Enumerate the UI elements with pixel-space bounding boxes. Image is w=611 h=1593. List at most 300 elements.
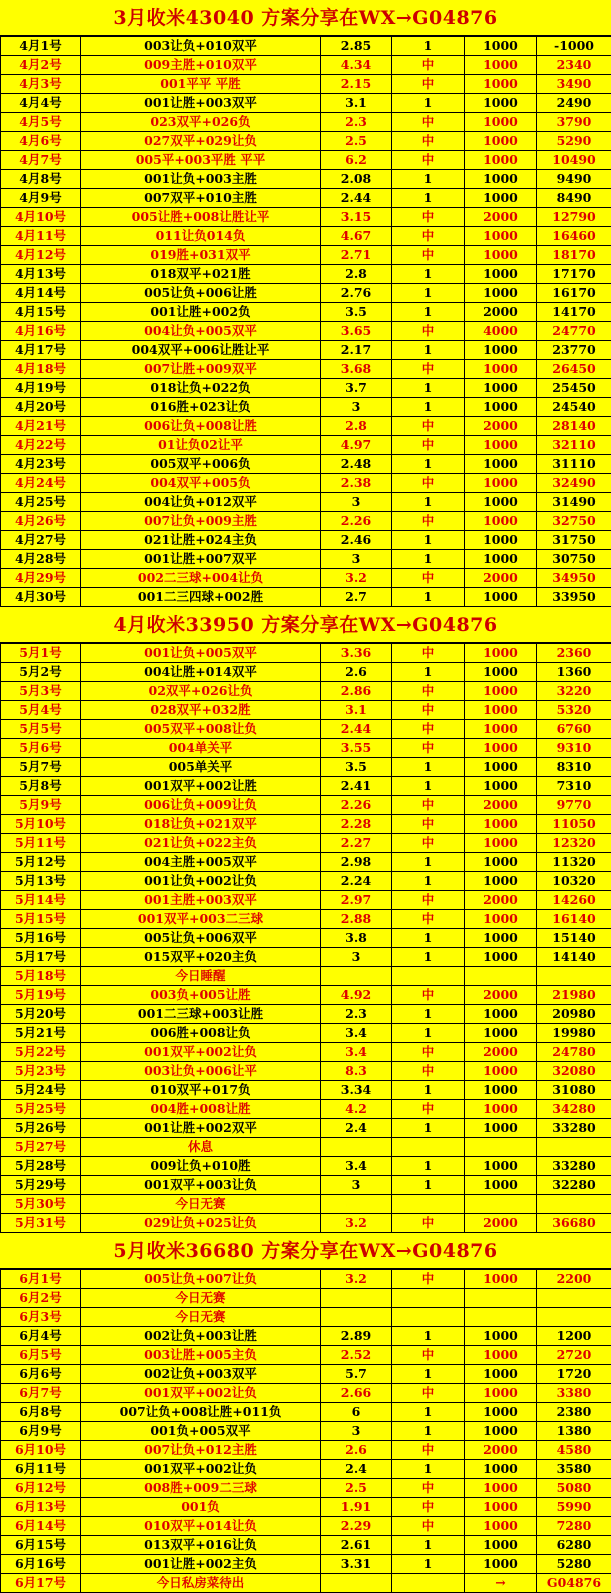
pick-cell: 004胜+008让胜 (81, 1100, 321, 1119)
date-cell: 4月22号 (1, 436, 81, 455)
total-cell: 28140 (537, 417, 611, 436)
pick-cell: 休息 (81, 1138, 321, 1157)
odds-cell: 3.1 (321, 94, 392, 113)
total-cell: 2380 (537, 1403, 611, 1422)
table-row (1, 720, 611, 739)
total-cell: 2490 (537, 94, 611, 113)
stake-cell: 1000 (465, 777, 537, 796)
total-cell: 31080 (537, 1081, 611, 1100)
table-row (1, 853, 611, 872)
table-row (1, 644, 611, 663)
pick-cell: 001让负+003主胜 (81, 170, 321, 189)
result-cell: 中 (392, 796, 465, 815)
pick-cell: 001让胜+002双平 (81, 1119, 321, 1138)
result-cell: 中 (392, 75, 465, 94)
date-cell: 5月27号 (1, 1138, 81, 1157)
table-row (1, 1043, 611, 1062)
table-row (1, 701, 611, 720)
pick-cell: 004主胜+005双平 (81, 853, 321, 872)
stake-cell: 1000 (465, 758, 537, 777)
odds-cell: 3.68 (321, 360, 392, 379)
stake-cell: 1000 (465, 853, 537, 872)
odds-cell: 3.4 (321, 1043, 392, 1062)
table-row (1, 322, 611, 341)
result-cell: 中 (392, 512, 465, 531)
stake-cell: 1000 (465, 37, 537, 56)
pick-cell: 002让负+003双平 (81, 1365, 321, 1384)
date-cell: 4月12号 (1, 246, 81, 265)
result-cell: 1 (392, 853, 465, 872)
result-cell: 1 (392, 1365, 465, 1384)
odds-cell: 3 (321, 398, 392, 417)
table-row (1, 929, 611, 948)
stake-cell: 1000 (465, 1555, 537, 1574)
pick-cell: 004双平+006让胜让平 (81, 341, 321, 360)
date-cell: 5月1号 (1, 644, 81, 663)
odds-cell: 2.3 (321, 113, 392, 132)
date-cell: 6月16号 (1, 1555, 81, 1574)
total-cell: -1000 (537, 37, 611, 56)
stake-cell: 1000 (465, 1062, 537, 1081)
table-row (1, 1100, 611, 1119)
result-cell: 中 (392, 834, 465, 853)
stake-cell (465, 1289, 537, 1308)
date-cell: 4月21号 (1, 417, 81, 436)
date-cell: 5月2号 (1, 663, 81, 682)
odds-cell: 4.34 (321, 56, 392, 75)
table-row (1, 739, 611, 758)
total-cell: 10490 (537, 151, 611, 170)
date-cell: 4月11号 (1, 227, 81, 246)
total-cell: 6760 (537, 720, 611, 739)
stake-cell: 1000 (465, 720, 537, 739)
total-cell: 33950 (537, 588, 611, 607)
result-cell: 中 (392, 246, 465, 265)
date-cell: 5月25号 (1, 1100, 81, 1119)
stake-cell: 1000 (465, 94, 537, 113)
stake-cell: 1000 (465, 815, 537, 834)
stake-cell: 1000 (465, 682, 537, 701)
result-cell: 中 (392, 208, 465, 227)
date-cell: 6月10号 (1, 1441, 81, 1460)
result-cell: 中 (392, 1100, 465, 1119)
total-cell: 3220 (537, 682, 611, 701)
table-row (1, 1157, 611, 1176)
date-cell: 4月18号 (1, 360, 81, 379)
pick-cell: 001让胜+007双平 (81, 550, 321, 569)
stake-cell: 1000 (465, 265, 537, 284)
odds-cell: 3.31 (321, 1555, 392, 1574)
pick-cell: 009让负+010胜 (81, 1157, 321, 1176)
total-cell: 24780 (537, 1043, 611, 1062)
odds-cell: 2.4 (321, 1460, 392, 1479)
pick-cell: 011让负014负 (81, 227, 321, 246)
total-cell: 21980 (537, 986, 611, 1005)
stake-cell: 2000 (465, 1214, 537, 1233)
total-cell: 1360 (537, 663, 611, 682)
date-cell: 4月26号 (1, 512, 81, 531)
result-cell: 1 (392, 1005, 465, 1024)
stake-cell: 1000 (465, 113, 537, 132)
total-cell (537, 1138, 611, 1157)
table-row (1, 1517, 611, 1536)
table-row (1, 113, 611, 132)
table-row (1, 1195, 611, 1214)
date-cell: 6月1号 (1, 1270, 81, 1289)
table-row (1, 474, 611, 493)
table-row (1, 891, 611, 910)
odds-cell: 2.4 (321, 1119, 392, 1138)
pick-cell: 007让胜+009双平 (81, 360, 321, 379)
date-cell: 4月9号 (1, 189, 81, 208)
result-cell: 中 (392, 1043, 465, 1062)
result-cell: 中 (392, 1517, 465, 1536)
date-cell: 4月5号 (1, 113, 81, 132)
odds-cell (321, 967, 392, 986)
total-cell: 32750 (537, 512, 611, 531)
odds-cell: 2.29 (321, 1517, 392, 1536)
stake-cell: 1000 (465, 455, 537, 474)
pick-cell: 006让负+008让胜 (81, 417, 321, 436)
stake-cell: 2000 (465, 796, 537, 815)
total-cell: 15140 (537, 929, 611, 948)
pick-cell: 001双平+002让胜 (81, 777, 321, 796)
result-cell: 1 (392, 284, 465, 303)
result-cell: 中 (392, 1062, 465, 1081)
total-cell (537, 1195, 611, 1214)
stake-cell: 2000 (465, 303, 537, 322)
total-cell: 31490 (537, 493, 611, 512)
total-cell: 10320 (537, 872, 611, 891)
table-row (1, 170, 611, 189)
odds-cell: 2.86 (321, 682, 392, 701)
result-cell: 1 (392, 341, 465, 360)
date-cell: 4月1号 (1, 37, 81, 56)
pick-cell: 001双平+003二三球 (81, 910, 321, 929)
table-row (1, 872, 611, 891)
pick-cell: 002二三球+004让负 (81, 569, 321, 588)
total-cell: 7310 (537, 777, 611, 796)
result-cell: 中 (392, 1270, 465, 1289)
table-row (1, 1460, 611, 1479)
result-cell: 中 (392, 1479, 465, 1498)
table-row (1, 1270, 611, 1289)
result-cell (392, 1308, 465, 1327)
pick-cell: 028双平+032胜 (81, 701, 321, 720)
odds-cell (321, 1138, 392, 1157)
total-cell: G04876 (537, 1574, 611, 1593)
table-row (1, 1176, 611, 1195)
odds-cell: 2.52 (321, 1346, 392, 1365)
table-row (1, 1005, 611, 1024)
table-row (1, 588, 611, 607)
total-cell: 5290 (537, 132, 611, 151)
stake-cell: 1000 (465, 588, 537, 607)
date-cell: 4月2号 (1, 56, 81, 75)
pick-cell: 019胜+031双平 (81, 246, 321, 265)
table-row (1, 1574, 611, 1593)
pick-cell: 003让胜+005主负 (81, 1346, 321, 1365)
pick-cell: 001负+005双平 (81, 1422, 321, 1441)
odds-cell: 2.89 (321, 1327, 392, 1346)
total-cell: 16140 (537, 910, 611, 929)
total-cell: 24770 (537, 322, 611, 341)
total-cell: 1200 (537, 1327, 611, 1346)
table-row (1, 151, 611, 170)
date-cell: 5月31号 (1, 1214, 81, 1233)
result-cell: 中 (392, 113, 465, 132)
pick-cell: 005让负+006让胜 (81, 284, 321, 303)
total-cell: 32110 (537, 436, 611, 455)
stake-cell: 1000 (465, 1346, 537, 1365)
date-cell: 5月30号 (1, 1195, 81, 1214)
stake-cell: 1000 (465, 398, 537, 417)
date-cell: 4月25号 (1, 493, 81, 512)
date-cell: 6月11号 (1, 1460, 81, 1479)
table-row (1, 663, 611, 682)
stake-cell: 1000 (465, 1005, 537, 1024)
date-cell: 4月24号 (1, 474, 81, 493)
date-cell: 6月6号 (1, 1365, 81, 1384)
result-cell: 1 (392, 758, 465, 777)
total-cell: 26450 (537, 360, 611, 379)
pick-cell: 027双平+029让负 (81, 132, 321, 151)
total-cell: 18170 (537, 246, 611, 265)
table-row (1, 1214, 611, 1233)
odds-cell: 3.2 (321, 569, 392, 588)
total-cell: 17170 (537, 265, 611, 284)
odds-cell: 2.85 (321, 37, 392, 56)
result-cell: 1 (392, 1422, 465, 1441)
total-cell: 3490 (537, 75, 611, 94)
date-cell: 4月10号 (1, 208, 81, 227)
table-row (1, 1536, 611, 1555)
date-cell: 5月19号 (1, 986, 81, 1005)
stake-cell: 1000 (465, 1460, 537, 1479)
stake-cell: 1000 (465, 1536, 537, 1555)
pick-cell: 007双平+010主胜 (81, 189, 321, 208)
pick-cell: 003让负+006让平 (81, 1062, 321, 1081)
result-cell: 1 (392, 1536, 465, 1555)
stake-cell: 1000 (465, 151, 537, 170)
stake-cell: 1000 (465, 341, 537, 360)
odds-cell: 2.08 (321, 170, 392, 189)
result-cell: 1 (392, 872, 465, 891)
odds-cell: 4.67 (321, 227, 392, 246)
stake-cell: 1000 (465, 663, 537, 682)
total-cell: 16460 (537, 227, 611, 246)
stake-cell: 1000 (465, 1327, 537, 1346)
pick-cell: 001平平 平胜 (81, 75, 321, 94)
odds-cell: 2.6 (321, 663, 392, 682)
table-row (1, 1081, 611, 1100)
result-cell: 中 (392, 891, 465, 910)
total-cell: 31750 (537, 531, 611, 550)
pick-cell: 001双平+003让负 (81, 1176, 321, 1195)
odds-cell: 3 (321, 1176, 392, 1195)
total-cell: 36680 (537, 1214, 611, 1233)
result-cell: 中 (392, 682, 465, 701)
total-cell (537, 1308, 611, 1327)
pick-cell: 021让负+022主负 (81, 834, 321, 853)
result-cell: 1 (392, 455, 465, 474)
table-row (1, 37, 611, 56)
date-cell: 6月17号 (1, 1574, 81, 1593)
odds-cell: 2.26 (321, 796, 392, 815)
odds-cell: 2.24 (321, 872, 392, 891)
pick-cell: 018让负+021双平 (81, 815, 321, 834)
date-cell: 5月14号 (1, 891, 81, 910)
table-row (1, 1403, 611, 1422)
stake-cell: 2000 (465, 986, 537, 1005)
section-title: 4月收米33950 方案分享在WX→G04876 (0, 607, 611, 643)
date-cell: 4月19号 (1, 379, 81, 398)
date-cell: 4月27号 (1, 531, 81, 550)
odds-cell: 2.76 (321, 284, 392, 303)
pick-cell: 004让负+005双平 (81, 322, 321, 341)
odds-cell: 3.55 (321, 739, 392, 758)
table-row (1, 986, 611, 1005)
result-cell: 1 (392, 379, 465, 398)
stake-cell: 1000 (465, 910, 537, 929)
total-cell: 9490 (537, 170, 611, 189)
pick-cell: 002让负+003让胜 (81, 1327, 321, 1346)
stake-cell: 1000 (465, 246, 537, 265)
date-cell: 5月21号 (1, 1024, 81, 1043)
odds-cell: 3 (321, 493, 392, 512)
odds-cell: 8.3 (321, 1062, 392, 1081)
pick-cell: 今日私房菜待出 (81, 1574, 321, 1593)
total-cell: 14140 (537, 948, 611, 967)
stake-cell: 1000 (465, 1100, 537, 1119)
odds-cell: 4.92 (321, 986, 392, 1005)
total-cell: 11320 (537, 853, 611, 872)
pick-cell: 005让胜+008让胜让平 (81, 208, 321, 227)
result-cell: 1 (392, 948, 465, 967)
stake-cell: 1000 (465, 284, 537, 303)
stake-cell: 1000 (465, 948, 537, 967)
table-row (1, 341, 611, 360)
result-cell: 中 (392, 1441, 465, 1460)
date-cell: 4月7号 (1, 151, 81, 170)
result-cell: 1 (392, 265, 465, 284)
date-cell: 5月13号 (1, 872, 81, 891)
table-row (1, 1384, 611, 1403)
stake-cell: 1000 (465, 550, 537, 569)
date-cell: 5月15号 (1, 910, 81, 929)
stake-cell: 1000 (465, 872, 537, 891)
pick-cell: 010双平+014让负 (81, 1517, 321, 1536)
pick-cell: 001主胜+003双平 (81, 891, 321, 910)
odds-cell: 2.88 (321, 910, 392, 929)
odds-cell: 2.3 (321, 1005, 392, 1024)
result-cell: 1 (392, 493, 465, 512)
stake-cell: 2000 (465, 569, 537, 588)
table-row (1, 265, 611, 284)
pick-cell: 001二三四球+002胜 (81, 588, 321, 607)
stake-cell: 1000 (465, 75, 537, 94)
table-row (1, 948, 611, 967)
total-cell: 2340 (537, 56, 611, 75)
table-row (1, 360, 611, 379)
table-row (1, 1441, 611, 1460)
date-cell: 5月3号 (1, 682, 81, 701)
result-cell (392, 967, 465, 986)
stake-cell: 1000 (465, 1270, 537, 1289)
odds-cell: 2.15 (321, 75, 392, 94)
date-cell: 5月9号 (1, 796, 81, 815)
stake-cell: 1000 (465, 436, 537, 455)
date-cell: 4月6号 (1, 132, 81, 151)
odds-cell: 2.46 (321, 531, 392, 550)
pick-cell: 001让负+002让负 (81, 872, 321, 891)
result-cell: 1 (392, 303, 465, 322)
stake-cell: 4000 (465, 322, 537, 341)
date-cell: 5月24号 (1, 1081, 81, 1100)
total-cell: 11050 (537, 815, 611, 834)
odds-cell: 2.97 (321, 891, 392, 910)
result-cell: 1 (392, 1081, 465, 1100)
odds-cell: 2.41 (321, 777, 392, 796)
date-cell: 5月10号 (1, 815, 81, 834)
total-cell: 33280 (537, 1119, 611, 1138)
table-row (1, 1479, 611, 1498)
result-cell: 1 (392, 1119, 465, 1138)
odds-cell: 2.48 (321, 455, 392, 474)
results-table (0, 1269, 611, 1593)
table-row (1, 227, 611, 246)
pick-cell: 006让负+009让负 (81, 796, 321, 815)
result-cell: 1 (392, 663, 465, 682)
table-row (1, 208, 611, 227)
odds-cell: 6 (321, 1403, 392, 1422)
total-cell: 32080 (537, 1062, 611, 1081)
pick-cell: 004让负+012双平 (81, 493, 321, 512)
total-cell: 5280 (537, 1555, 611, 1574)
pick-cell: 007让负+008让胜+011负 (81, 1403, 321, 1422)
odds-cell: 3.15 (321, 208, 392, 227)
pick-cell: 今日无赛 (81, 1195, 321, 1214)
table-row (1, 246, 611, 265)
result-cell: 中 (392, 474, 465, 493)
table-row (1, 682, 611, 701)
total-cell: 1380 (537, 1422, 611, 1441)
result-cell: 中 (392, 720, 465, 739)
total-cell (537, 1289, 611, 1308)
table-row (1, 132, 611, 151)
table-row (1, 1365, 611, 1384)
total-cell: 24540 (537, 398, 611, 417)
date-cell: 6月5号 (1, 1346, 81, 1365)
result-cell: 1 (392, 1403, 465, 1422)
odds-cell: 3 (321, 948, 392, 967)
pick-cell: 001双平+002让负 (81, 1043, 321, 1062)
total-cell: 8310 (537, 758, 611, 777)
stake-cell: 1000 (465, 189, 537, 208)
date-cell: 6月4号 (1, 1327, 81, 1346)
stake-cell: 1000 (465, 739, 537, 758)
date-cell: 5月6号 (1, 739, 81, 758)
pick-cell: 007让负+012主胜 (81, 1441, 321, 1460)
total-cell: 20980 (537, 1005, 611, 1024)
result-cell: 1 (392, 398, 465, 417)
odds-cell: 2.28 (321, 815, 392, 834)
total-cell: 34280 (537, 1100, 611, 1119)
odds-cell: 2.66 (321, 1384, 392, 1403)
odds-cell: 3.34 (321, 1081, 392, 1100)
stake-cell: 1000 (465, 929, 537, 948)
stake-cell: 1000 (465, 1176, 537, 1195)
